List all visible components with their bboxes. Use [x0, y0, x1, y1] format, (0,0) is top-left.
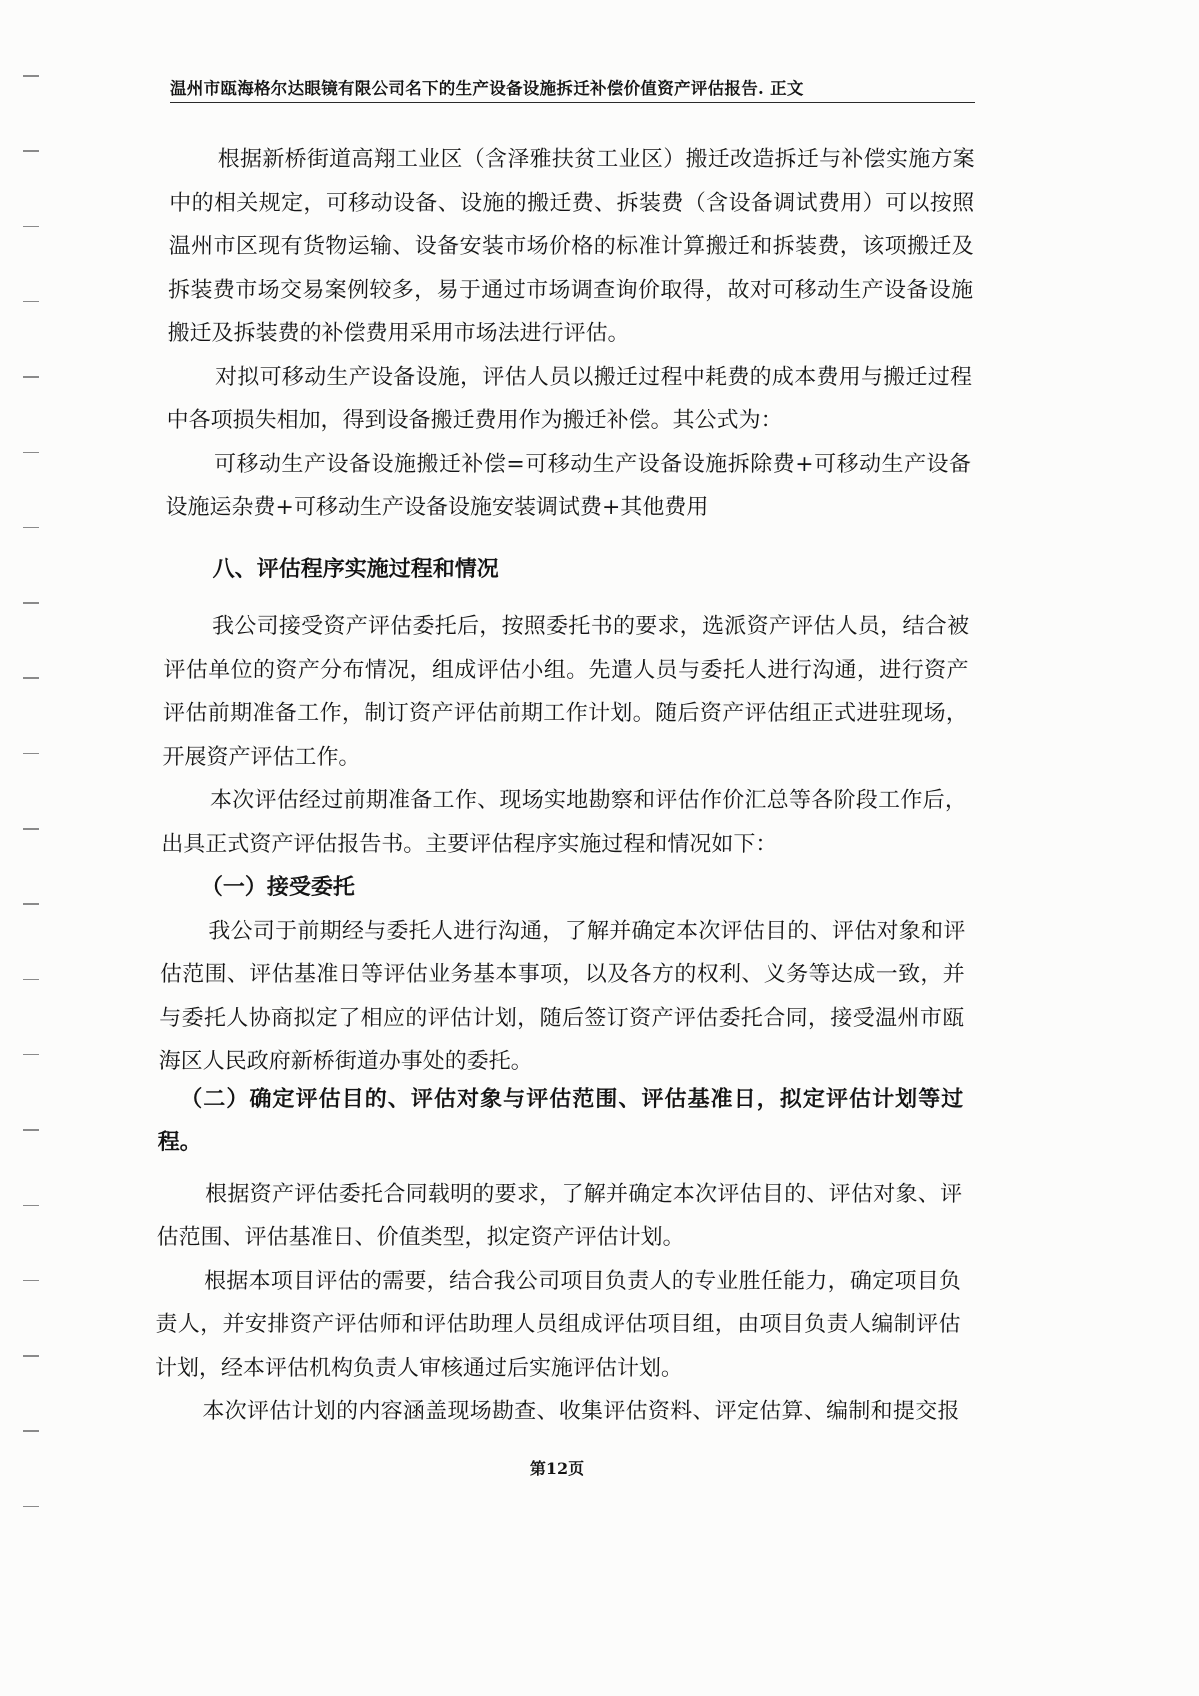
binding-tick	[23, 677, 39, 679]
paragraph-line: 本次评估经过前期准备工作、现场实地勘察和评估作价汇总等各阶段工作后，	[209, 788, 968, 813]
paragraph	[167, 138, 975, 356]
binding-tick	[23, 602, 39, 604]
binding-tick	[23, 452, 39, 454]
paragraph-line: 计划，经本评估机构负责人审核通过后实施评估计划。	[154, 1355, 684, 1381]
paragraph-line: 对拟可移动生产设备设施，评估人员以搬迁过程中耗费的成本费用与搬迁过程	[214, 364, 973, 390]
binding-tick	[23, 226, 39, 228]
binding-tick	[23, 1280, 39, 1282]
report-body	[154, 138, 975, 1434]
formula-paragraph	[165, 443, 971, 530]
paragraph	[166, 356, 972, 443]
binding-tick	[23, 1430, 39, 1432]
paragraph-line: 本次评估计划的内容涵盖现场勘查、收集评估资料、评定估算、编制和提交报	[202, 1399, 960, 1424]
binding-tick	[23, 75, 39, 77]
paragraph	[156, 1173, 962, 1260]
sub-heading-line: （二）确定评估目的、评估对象与评估范围、评估基准日，拟定评估计划等过	[180, 1085, 964, 1112]
paragraph-line: 搬迁及拆装费的补偿费用采用市场法进行评估。	[167, 321, 630, 346]
paragraph	[162, 605, 969, 779]
paragraph	[154, 1390, 960, 1434]
paragraph-line: 开展资产评估工作。	[162, 744, 361, 770]
sub-heading	[157, 1078, 963, 1165]
paragraph-line: 拆装费市场交易案例较多，易于通过市场调查询价取得，故对可移动生产设备设施	[167, 277, 974, 303]
paragraph-line: 根据本项目评估的需要，结合我公司项目负责人的专业胜任能力，确定项目负	[203, 1268, 962, 1294]
binding-tick	[23, 1054, 39, 1056]
header-rule	[170, 102, 975, 103]
binding-tick	[23, 150, 39, 152]
paragraph-line: 我公司接受资产评估委托后，按照委托书的要求，选派资产评估人员，结合被	[211, 614, 970, 639]
sub-heading-line: 程。	[157, 1129, 202, 1155]
paragraph	[158, 910, 965, 1084]
paragraph-line: 评估单位的资产分布情况，组成评估小组。先遣人员与委托人进行沟通，进行资产	[163, 657, 969, 683]
binding-tick	[23, 1506, 39, 1508]
paragraph-line: 估范围、评估基准日、价值类型，拟定资产评估计划。	[156, 1225, 685, 1250]
paragraph-line: 海区人民政府新桥街道办事处的委托。	[158, 1049, 533, 1074]
binding-tick	[23, 527, 39, 529]
paragraph-line: 温州市区现有货物运输、设备安装市场价格的标准计算搬迁和拆装费，该项搬迁及	[168, 234, 974, 259]
paragraph-line: 估范围、评估基准日等评估业务基本事项，以及各方的权利、义务等达成一致，并	[159, 962, 965, 987]
paragraph-line: 责人，并安排资产评估师和评估助理人员组成评估项目组，由项目负责人编制评估	[155, 1312, 961, 1337]
paragraph-line: 设施运杂费+可移动生产设备设施安装调试费+其他费用	[165, 495, 709, 520]
paragraph-line: 根据新桥街道高翔工业区（含泽雅扶贫工业区）搬迁改造拆迁与补偿实施方案	[217, 147, 975, 172]
binding-tick	[23, 1355, 39, 1357]
page-header	[170, 77, 975, 101]
binding-tick	[23, 979, 39, 981]
paragraph-line: 根据资产评估委托合同载明的要求，了解并确定本次评估目的、评估对象、评	[204, 1181, 963, 1207]
paragraph-line: 出具正式资产评估报告书。主要评估程序实施过程和情况如下：	[161, 831, 778, 857]
paragraph-line: 中的相关规定，可移动设备、设施的搬迁费、拆装费（含设备调试费用）可以按照	[169, 190, 975, 216]
binding-tick	[23, 1205, 39, 1207]
section-heading: 八、评估程序实施过程和情况	[212, 555, 499, 582]
paragraph	[155, 1260, 962, 1391]
binding-tick	[23, 376, 39, 378]
paragraph-line: 可移动生产设备设施搬迁补偿=可移动生产设备设施拆除费+可移动生产设备	[213, 451, 972, 477]
paragraph	[161, 779, 967, 866]
paragraph-line: 中各项损失相加，得到设备搬迁费用作为搬迁补偿。其公式为：	[166, 408, 783, 433]
paragraph-line: 我公司于前期经与委托人进行沟通，了解并确定本次评估目的、评估对象和评	[208, 918, 966, 944]
header-title: 温州市瓯海格尔达眼镜有限公司名下的生产设备设施拆迁补偿价值资产评估报告. 正文	[170, 79, 804, 98]
sub-heading: （一）接受委托	[200, 874, 356, 900]
binding-tick	[23, 301, 39, 303]
binding-tick	[23, 1129, 39, 1131]
paragraph-line: 评估前期准备工作，制订资产评估前期工作计划。随后资产评估组正式进驻现场，	[162, 701, 969, 726]
binding-tick	[23, 903, 39, 905]
paragraph-line: 与委托人协商拟定了相应的评估计划，随后签订资产评估委托合同，接受温州市瓯	[159, 1005, 965, 1031]
binding-tick	[23, 828, 39, 830]
binding-tick	[23, 753, 39, 755]
page-number: 第12页	[529, 1459, 585, 1478]
